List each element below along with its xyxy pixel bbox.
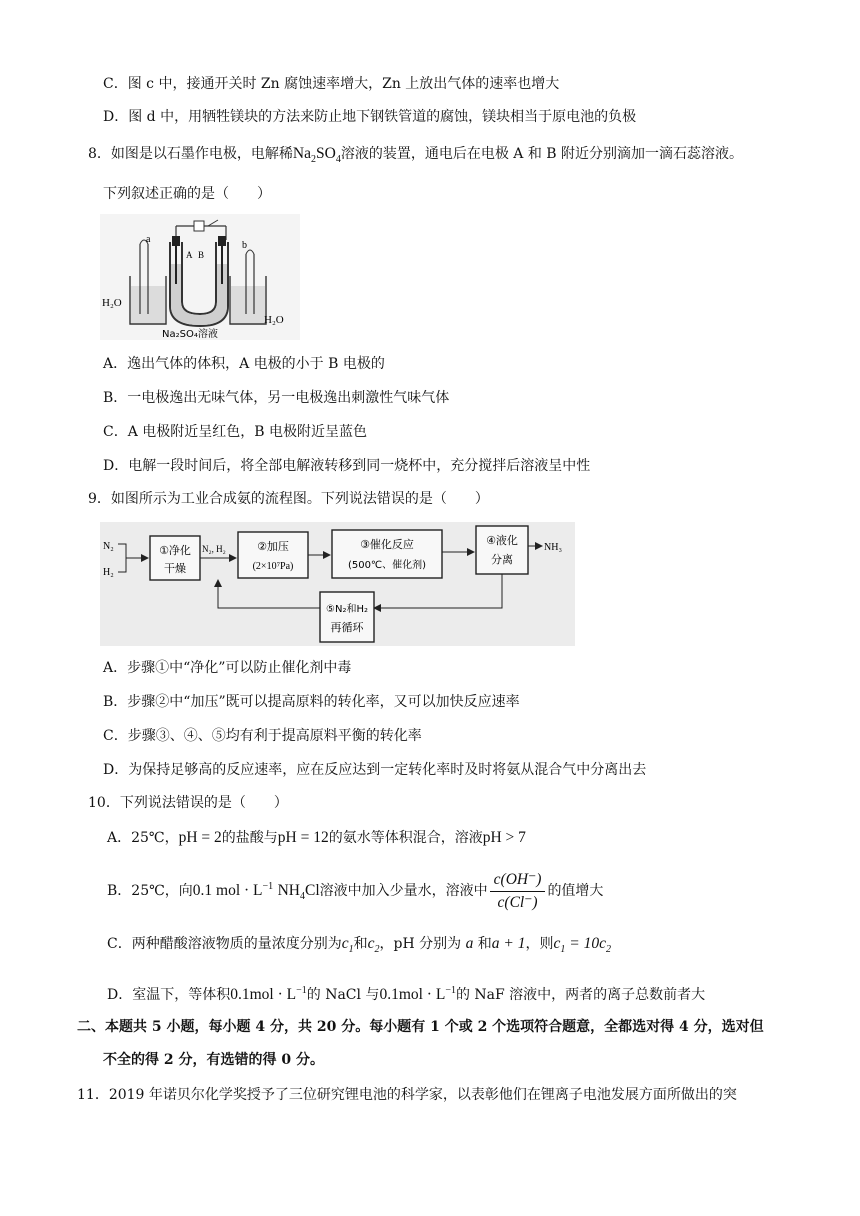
electrode-a-cap: [172, 236, 180, 246]
electrode-b-cap: [218, 236, 226, 246]
q10-option-a: [107, 828, 526, 848]
step4-label-a: ④液化: [486, 534, 518, 547]
option-d-prefix: D．室温下，等体积: [107, 987, 231, 1004]
q8-option-c: C．A 电极附近呈红色，B 电极附近呈蓝色: [103, 424, 368, 440]
step1-label-a: ①净化: [159, 544, 191, 557]
step2-label-b: (2×10⁷Pa): [252, 561, 294, 572]
formula-na: Na: [292, 145, 311, 162]
q9-option-d: D．为保持足够高的反应速率，应在反应达到一定转化率时及时将氨从混合气中分离出去: [103, 762, 647, 778]
q10-stem: 10．下列说法错误的是（ ）: [88, 795, 288, 811]
option-a-prefix: A．25℃，: [107, 830, 179, 846]
conc1-sup: −1: [296, 985, 307, 996]
q10-option-b: [107, 858, 603, 926]
conc-d2: [379, 986, 456, 1003]
q9-stem: 9．如图所示为工业合成氨的流程图。下列说法错误的是（ ）: [88, 491, 489, 507]
option-b-prefix: B．25℃，向: [107, 883, 193, 900]
q8-option-a: A．逸出气体的体积，A 电极的小于 B 电极的: [103, 356, 385, 372]
eq-c: c: [553, 935, 561, 952]
q8-stem-line2: 下列叙述正确的是（ ）: [103, 186, 271, 202]
option-d-mid: 的 NaCl 与: [306, 987, 380, 1004]
mid-gas-label: N₂, H₂: [202, 544, 226, 554]
c1-symbol: c: [341, 935, 349, 952]
step4-label-b: 分离: [491, 553, 513, 566]
q9-option-a: A．步骤①中“净化”可以防止催化剂中毒: [103, 660, 352, 676]
ph-value-1: pH = 2: [178, 829, 222, 846]
q8-formula: [292, 145, 341, 166]
c1-sub: 1: [348, 944, 354, 956]
step5-box: [320, 592, 374, 642]
ph-value-3: pH > 7: [482, 829, 526, 846]
conc2-value: 0.1mol · L: [379, 986, 446, 1004]
c-relation: [553, 935, 611, 956]
label-electrode-b: B: [198, 250, 205, 260]
q8-stem-suffix: 溶液的装置，通电后在电极 A 和 B 附近分别滴加一滴石蕊溶液。: [340, 146, 744, 162]
step5-label-b: 再循环: [330, 621, 364, 634]
q8-stem-prefix: 8．如图是以石墨作电极，电解稀: [88, 146, 293, 162]
section2-heading-line2: 不全的得 2 分，有选错的得 0 分。: [103, 1052, 324, 1068]
label-electrode-a: A: [186, 250, 193, 260]
label-left-water: H₂O: [102, 297, 122, 309]
q8-stem: [88, 144, 743, 170]
option-b-mid: 溶液中加入少量水，溶液中: [319, 883, 488, 900]
ammonia-flow-chart: [100, 522, 575, 646]
salt-sub: 4: [300, 891, 305, 903]
c1: [341, 935, 354, 956]
salt-cl: Cl: [305, 882, 320, 900]
q9-option-b: B．步骤②中“加压”既可以提高原料的转化率，又可以加快反应速率: [103, 694, 520, 710]
fraction-denominator: c(Cl⁻): [497, 893, 538, 911]
label-right-water: H₂O: [264, 314, 284, 326]
q7-option-c: C．图 c 中，接通开关时 Zn 腐蚀速率增大，Zn 上放出气体的速率也增大: [103, 76, 560, 92]
and-text: 和: [353, 936, 368, 952]
formula-sub: 2: [311, 154, 316, 166]
input-h2: H₂: [103, 567, 114, 578]
c2-sub: 2: [374, 944, 380, 956]
q9-option-c: C．步骤③、④、⑤均有利于提高原料平衡的转化率: [103, 728, 422, 744]
q10-option-c: [107, 934, 611, 960]
conc1-value: 0.1mol · L: [230, 986, 297, 1004]
q10-option-d: [107, 981, 705, 1005]
step3-label-b: (500℃、催化剂): [347, 560, 427, 571]
section2-heading-line1: 二、本题共 5 小题，每小题 4 分，共 20 分。每小题有 1 个或 2 个选项符合题意，全都选对得 4 分，选对但: [77, 1019, 764, 1035]
conc-d1: [230, 986, 307, 1003]
q7-option-d: D．图 d 中，用牺牲镁块的方法来防止地下钢铁管道的腐蚀，镁块相当于原电池的负极: [103, 109, 637, 125]
conc-value: 0.1 mol · L: [192, 882, 263, 900]
and-text-2: 和: [477, 936, 492, 952]
step2-label-a: ②加压: [257, 540, 289, 553]
c2-symbol: c: [367, 935, 375, 952]
salt-nh: NH: [277, 882, 300, 900]
label-a: a: [146, 234, 151, 245]
ratio-fraction: [490, 869, 546, 914]
formula-sub: 4: [335, 154, 341, 166]
option-c-prefix: C．两种醋酸溶液物质的量浓度分别为: [107, 936, 342, 952]
label-solution: Na₂SO₄溶液: [162, 329, 218, 340]
step1-label-b: 干燥: [164, 562, 186, 575]
eq-sub2: 2: [605, 944, 611, 956]
option-a-suffix: 的氨水等体积混合，溶液: [328, 830, 483, 846]
conc-sup: −1: [262, 881, 274, 892]
q11-stem: 11．2019 年诺贝尔化学奖授予了三位研究锂电池的科学家，以表彰他们在锂离子电池发展方面所做出的突: [77, 1087, 737, 1103]
battery-icon: [194, 221, 204, 231]
step3-label-a: ③催化反应: [360, 538, 414, 551]
then-text: ，则: [525, 936, 554, 952]
fraction-numerator: c(OH⁻): [490, 869, 546, 892]
output-nh3: NH₃: [544, 542, 562, 553]
electrolysis-apparatus-figure: [100, 214, 300, 340]
input-n2: N₂: [103, 541, 114, 552]
ph-value-2: pH = 12: [277, 829, 329, 846]
option-b-suffix: 的值增大: [547, 883, 604, 900]
conc2-sup: −1: [445, 985, 456, 996]
step5-label-a: ⑤N₂和H₂: [326, 604, 368, 615]
label-b: b: [242, 240, 247, 251]
option-c-mid: ，pH 分别为: [379, 936, 462, 952]
formula-so: SO: [316, 145, 336, 162]
q8-option-b: B．一电极逸出无味气体，另一电极逸出刺激性气味气体: [103, 390, 450, 406]
option-d-suffix: 的 NaF 溶液中，两者的离子总数前者大: [455, 987, 706, 1004]
c2: [367, 935, 380, 956]
option-a-mid: 的盐酸与: [221, 830, 278, 846]
a-plus-one: a + 1: [491, 935, 526, 952]
conc-b: [193, 882, 273, 899]
a-symbol: a: [465, 935, 474, 952]
salt-formula: [277, 882, 320, 903]
q8-option-d: D．电解一段时间后，将全部电解液转移到同一烧杯中，充分搅拌后溶液呈中性: [103, 458, 591, 474]
eq-sub: 1: [560, 944, 566, 956]
eq-mid: = 10c: [565, 935, 606, 952]
